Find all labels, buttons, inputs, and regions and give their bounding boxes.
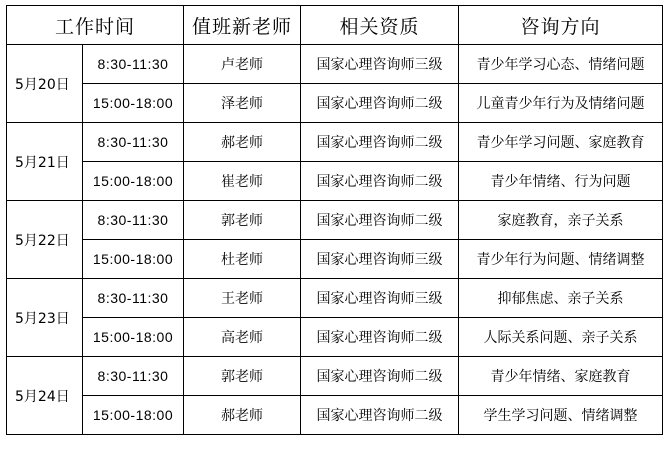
qualification-cell: 国家心理咨询师三级: [301, 45, 459, 84]
topic-cell: 儿童青少年行为及情绪问题: [459, 84, 663, 123]
qualification-cell: 国家心理咨询师二级: [301, 318, 459, 357]
time-cell: 15:00-18:00: [83, 162, 184, 201]
teacher-cell: 郭老师: [184, 201, 301, 240]
table-row: [7, 357, 663, 396]
teacher-cell: 郝老师: [184, 123, 301, 162]
topic-cell: 学生学习问题、情绪调整: [459, 396, 663, 435]
duty-schedule-table: [6, 5, 663, 435]
qualification-cell: 国家心理咨询师二级: [301, 396, 459, 435]
qualification-cell: 国家心理咨询师二级: [301, 84, 459, 123]
qualification-cell: 国家心理咨询师三级: [301, 240, 459, 279]
table-row: [7, 162, 663, 201]
table-row: [7, 45, 663, 84]
time-cell: 15:00-18:00: [83, 396, 184, 435]
topic-cell: 青少年学习问题、家庭教育: [459, 123, 663, 162]
topic-cell: 青少年行为问题、情绪调整: [459, 240, 663, 279]
qualification-cell: 国家心理咨询师二级: [301, 201, 459, 240]
time-cell: 15:00-18:00: [83, 84, 184, 123]
date-cell: 5月21日: [7, 123, 83, 201]
time-cell: 15:00-18:00: [83, 240, 184, 279]
qualification-cell: 国家心理咨询师二级: [301, 357, 459, 396]
date-cell: 5月24日: [7, 357, 83, 435]
topic-cell: 家庭教育，亲子关系: [459, 201, 663, 240]
teacher-cell: 高老师: [184, 318, 301, 357]
header-work-time: 工作时间: [7, 6, 184, 45]
time-cell: 15:00-18:00: [83, 318, 184, 357]
table-row: [7, 240, 663, 279]
date-cell: 5月20日: [7, 45, 83, 123]
teacher-cell: 崔老师: [184, 162, 301, 201]
date-cell: 5月23日: [7, 279, 83, 357]
qualification-cell: 国家心理咨询师二级: [301, 123, 459, 162]
teacher-cell: 郭老师: [184, 357, 301, 396]
topic-cell: 青少年情绪、家庭教育: [459, 357, 663, 396]
time-cell: 8:30-11:30: [83, 201, 184, 240]
time-cell: 8:30-11:30: [83, 123, 184, 162]
time-cell: 8:30-11:30: [83, 279, 184, 318]
header-qualification: 相关资质: [301, 6, 459, 45]
teacher-cell: 卢老师: [184, 45, 301, 84]
topic-cell: 青少年学习心态、情绪问题: [459, 45, 663, 84]
qualification-cell: 国家心理咨询师三级: [301, 279, 459, 318]
table-row: [7, 123, 663, 162]
teacher-cell: 泽老师: [184, 84, 301, 123]
teacher-cell: 王老师: [184, 279, 301, 318]
time-cell: 8:30-11:30: [83, 357, 184, 396]
header-teacher: 值班新老师: [184, 6, 301, 45]
teacher-cell: 郝老师: [184, 396, 301, 435]
table-row: [7, 84, 663, 123]
table-row: [7, 396, 663, 435]
date-cell: 5月22日: [7, 201, 83, 279]
topic-cell: 抑郁焦虑、亲子关系: [459, 279, 663, 318]
qualification-cell: 国家心理咨询师二级: [301, 162, 459, 201]
table-row: [7, 279, 663, 318]
table-row: [7, 201, 663, 240]
topic-cell: 青少年情绪、行为问题: [459, 162, 663, 201]
table-row: [7, 318, 663, 357]
topic-cell: 人际关系问题、亲子关系: [459, 318, 663, 357]
teacher-cell: 杜老师: [184, 240, 301, 279]
header-row: [7, 6, 663, 45]
time-cell: 8:30-11:30: [83, 45, 184, 84]
header-consult-direction: 咨询方向: [459, 6, 663, 45]
